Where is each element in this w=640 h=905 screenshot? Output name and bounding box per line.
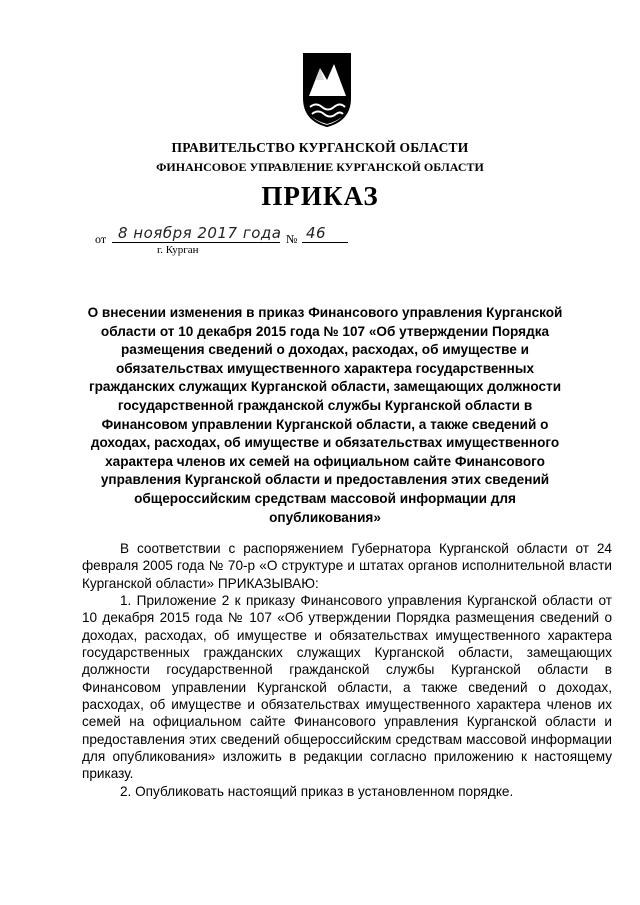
city-label: г. Курган — [157, 244, 199, 256]
document-title: О внесении изменения в приказ Финансового управления Курганской области от 10 декабря 2015 года № 107 «Об утверждении Порядка размещения сведений о доходах, расходах, об имуществе и обязательствах имущественного характера государственных гражданских служащих Курганской области, замещающих должности государственной гражданской службы Курганской области в Финансовом управлении Курганской области, а также сведений о доходах, расходах, об имуществе и обязательствах имущественного характера членов их семей на официальном сайте Финансового управления Курганской области и предоставления этих сведений общероссийским средствам массовой информации для опубликования» — [87, 305, 563, 525]
number-label: № — [286, 232, 298, 246]
document-body — [82, 540, 612, 800]
number-underline — [302, 242, 348, 243]
date-underline — [112, 242, 280, 243]
paragraph-item-1: 1. Приложение 2 к приказу Финансового управления Курганской области от 10 декабря 2015 года № 107 «Об утверждении Порядка размещения сведений о доходах, расходах, об имуществе и обязательствах имущественного характера государственных гражданских служащих Курганской области, замещающих должности государственной гражданской службы Курганской области в Финансовом управлении Курганской области, а также сведений о доходах, расходах, об имуществе и обязательствах имущественного характера членов их семей на официальном сайте Финансового управления Курганской области и предоставления этих сведений общероссийским средствам массовой информации для опубликования» изложить в редакции согласно приложению к настоящему приказу. — [82, 593, 612, 782]
government-name: ПРАВИТЕЛЬСТВО КУРГАНСКОЙ ОБЛАСТИ — [171, 140, 469, 155]
paragraph-preamble: В соответствии с распоряжением Губернатора Курганской области от 24 февраля 2005 года № 70-р «О структуре и штатах органов исполнительной власти Курганской области» ПРИКАЗЫВАЮ: — [82, 541, 612, 591]
department-name: ФИНАНСОВОЕ УПРАВЛЕНИЕ КУРГАНСКОЙ ОБЛАСТИ — [156, 160, 484, 174]
from-label: от — [95, 232, 107, 246]
handwritten-date: 8 ноября 2017 года — [118, 224, 282, 242]
paragraph-item-2: 2. Опубликовать настоящий приказ в установленном порядке. — [120, 783, 514, 799]
doc-type-title: ПРИКАЗ — [261, 181, 379, 211]
handwritten-number: 46 — [306, 224, 327, 242]
coat-of-arms-icon — [302, 52, 352, 128]
